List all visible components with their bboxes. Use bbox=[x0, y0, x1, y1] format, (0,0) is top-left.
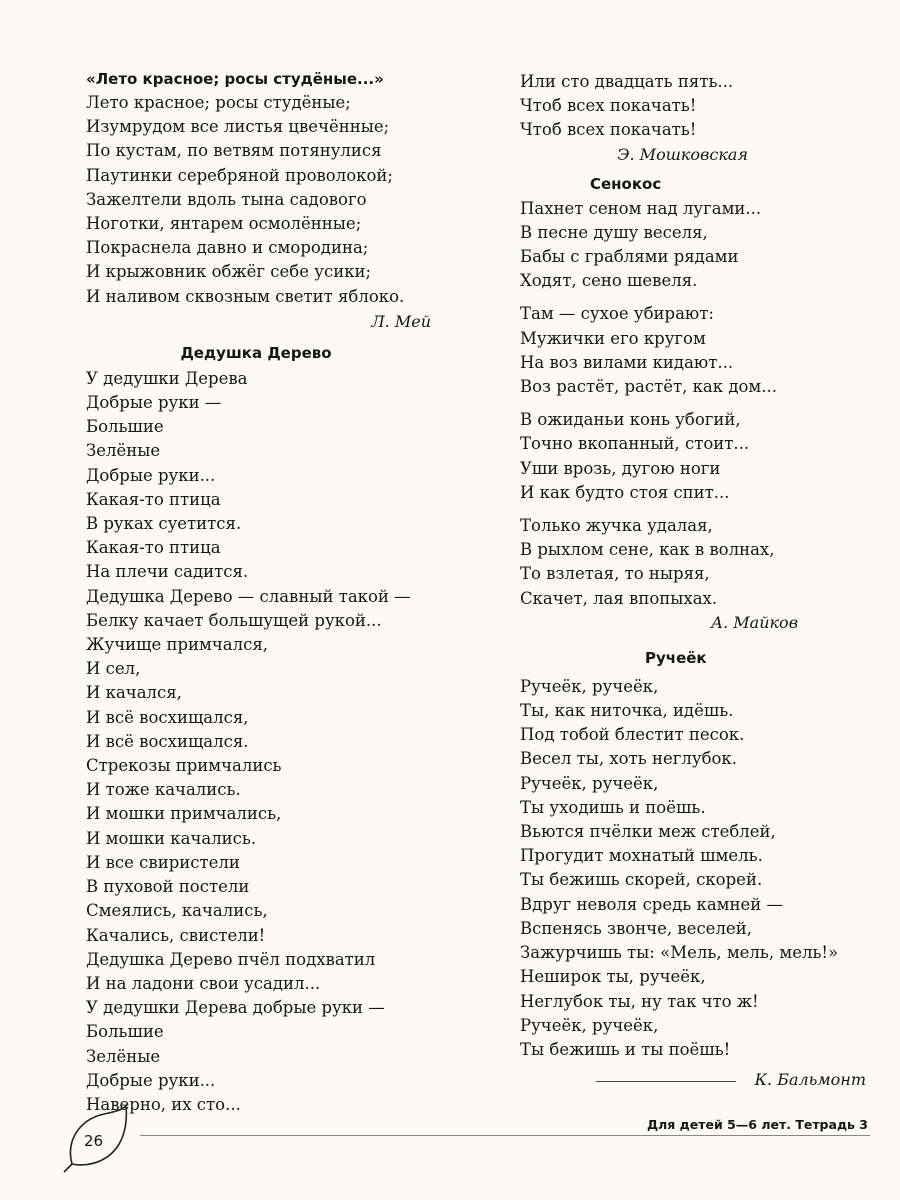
poem-line: Ты уходишь и поёшь. bbox=[520, 797, 706, 817]
poem-lines bbox=[86, 367, 466, 1117]
poem-title: Сенокос bbox=[590, 174, 662, 193]
poem-line: Воз растёт, растёт, как дом... bbox=[520, 377, 777, 397]
poem-line: Большие bbox=[86, 1022, 164, 1042]
poem-line: И на ладони свои усадил... bbox=[86, 973, 321, 993]
footer-text: Для детей 5—6 лет. Тетрадь 3 bbox=[647, 1117, 868, 1132]
poem-line: И качался, bbox=[86, 683, 182, 703]
poem-line: Белку качает большущей рукой... bbox=[86, 610, 382, 630]
poem-line: И мошки примчались, bbox=[86, 804, 282, 824]
stanza bbox=[520, 408, 880, 505]
poem-lines bbox=[86, 91, 466, 309]
poem-line: Вспенясь звонче, веселей, bbox=[520, 918, 752, 938]
poem-line: Под тобой блестит песок. bbox=[520, 725, 745, 745]
poem-line: И всё восхищался. bbox=[86, 731, 249, 751]
poem-author: А. Майков bbox=[710, 612, 798, 632]
poem-line: И как будто стоя спит... bbox=[520, 482, 730, 502]
poem-line: Зелёные bbox=[86, 1046, 161, 1066]
author-rule bbox=[596, 1081, 736, 1082]
poem-line: И крыжовник обжёг себе усики; bbox=[86, 262, 372, 282]
poem-line: Зелёные bbox=[86, 441, 161, 461]
poem-line: Добрые руки... bbox=[86, 1070, 216, 1090]
poem-line: У дедушки Дерева bbox=[86, 368, 248, 388]
poem-line: Ты бежишь и ты поёшь! bbox=[520, 1039, 731, 1059]
stanza bbox=[520, 514, 880, 611]
poem-line: Чтоб всех покачать! bbox=[520, 96, 697, 116]
poem-line: Стрекозы примчались bbox=[86, 756, 282, 776]
poem-line: У дедушки Дерева добрые руки — bbox=[86, 998, 385, 1018]
footer-rule bbox=[140, 1135, 870, 1136]
poem-line: По кустам, по ветвям потянулися bbox=[86, 141, 382, 161]
poem-line: Вдруг неволя средь камней — bbox=[520, 894, 784, 914]
poem-line: Уши врозь, дугою ноги bbox=[520, 458, 721, 478]
poem-line: Ручеёк, ручеёк, bbox=[520, 1015, 659, 1035]
poem-line: Зажурчишь ты: «Мель, мель, мель!» bbox=[520, 943, 839, 963]
poem-line: Только жучка удалая, bbox=[520, 516, 713, 536]
poem-title: Ручеёк bbox=[645, 648, 707, 667]
poem-line: Ты бежишь скорей, скорей. bbox=[520, 870, 763, 890]
poem-line: И всё восхищался, bbox=[86, 707, 249, 727]
poem-line: То взлетая, то ныряя, bbox=[520, 564, 710, 584]
poem-line: Большие bbox=[86, 417, 164, 437]
poem-line: Качались, свистели! bbox=[86, 925, 266, 945]
poem-line: Изумрудом все листья цвечённые; bbox=[86, 117, 390, 137]
poem-line: Там — сухое убирают: bbox=[520, 304, 714, 324]
poem-lines bbox=[520, 675, 880, 1062]
poem-line: Добрые руки... bbox=[86, 465, 216, 485]
poem-dedushka-derevo bbox=[86, 344, 466, 1117]
poem-line: Мужички его кругом bbox=[520, 328, 706, 348]
poem-line: На плечи садится. bbox=[86, 562, 249, 582]
poem-line: Ты, как ниточка, идёшь. bbox=[520, 701, 734, 721]
poem-rucheyok bbox=[520, 649, 880, 1092]
stanza bbox=[520, 302, 880, 399]
poem-dedushka-derevo-continued bbox=[520, 70, 880, 167]
poem-line: Ноготки, янтарем осмолённые; bbox=[86, 214, 362, 234]
poem-line: Неширок ты, ручеёк, bbox=[520, 967, 706, 987]
right-column bbox=[520, 70, 880, 1092]
poem-line: Добрые руки — bbox=[86, 393, 222, 413]
poem-line: В песне душу веселя, bbox=[520, 222, 708, 242]
poem-author: Л. Мей bbox=[371, 311, 431, 331]
poem-line: Жучище примчался, bbox=[86, 635, 269, 655]
poem-line: Точно вкопанный, стоит... bbox=[520, 434, 750, 454]
poem-line: И мошки качались. bbox=[86, 828, 257, 848]
poem-title: Дедушка Дерево bbox=[180, 343, 332, 362]
left-column bbox=[86, 70, 466, 1117]
poem-line: Неглубок ты, ну так что ж! bbox=[520, 991, 759, 1011]
poem-line: Зажелтели вдоль тына садового bbox=[86, 189, 367, 209]
poem-line: Наверно, их сто... bbox=[86, 1094, 241, 1114]
poem-line: Дедушка Дерево — славный такой — bbox=[86, 586, 411, 606]
poem-line: Смеялись, качались, bbox=[86, 901, 268, 921]
poem-line: Прогудит мохнатый шмель. bbox=[520, 846, 763, 866]
poem-title: «Лето красное; росы студёные...» bbox=[86, 70, 384, 88]
poem-line: Пахнет сеном над лугами... bbox=[520, 198, 762, 218]
poem-line: Чтоб всех покачать! bbox=[520, 120, 697, 140]
poem-line: Ходят, сено шевеля. bbox=[520, 271, 698, 291]
poem-leto-krasnoe bbox=[86, 70, 466, 334]
poem-line: Покраснела давно и смородина; bbox=[86, 238, 369, 258]
poem-line: Ручеёк, ручеёк, bbox=[520, 773, 659, 793]
poem-author: К. Бальмонт bbox=[754, 1070, 866, 1090]
poem-line: Весел ты, хоть неглубок. bbox=[520, 749, 737, 769]
poem-line: Паутинки серебряной проволокой; bbox=[86, 165, 393, 185]
poem-author: Э. Мошковская bbox=[617, 144, 748, 164]
poem-line: И наливом сквозным светит яблоко. bbox=[86, 286, 405, 306]
poem-line: В пуховой постели bbox=[86, 877, 250, 897]
poem-line: Или сто двадцать пять... bbox=[520, 72, 734, 91]
poem-stanzas bbox=[520, 197, 880, 611]
poem-line: Какая-то птица bbox=[86, 538, 221, 558]
poem-line: Скачет, лая впопыхах. bbox=[520, 588, 718, 608]
poem-line: Ручеёк, ручеёк, bbox=[520, 676, 659, 696]
poem-senokos bbox=[520, 175, 880, 635]
poem-line: Вьются пчёлки меж стеблей, bbox=[520, 822, 776, 842]
poem-line: И все свиристели bbox=[86, 852, 240, 872]
page-number: 26 bbox=[84, 1132, 104, 1150]
poem-line: И тоже качались. bbox=[86, 780, 241, 800]
stanza bbox=[520, 197, 880, 294]
poem-line: Дедушка Дерево пчёл подхватил bbox=[86, 949, 376, 969]
poem-line: В рыхлом сене, как в волнах, bbox=[520, 540, 775, 560]
poem-line: На воз вилами кидают... bbox=[520, 352, 734, 372]
poem-line: В руках суетится. bbox=[86, 514, 242, 534]
poem-lines bbox=[520, 70, 880, 143]
poem-line: В ожиданьи конь убогий, bbox=[520, 410, 741, 430]
poem-line: Лето красное; росы студёные; bbox=[86, 93, 351, 112]
poem-line: Какая-то птица bbox=[86, 489, 221, 509]
poem-line: И сел, bbox=[86, 659, 141, 679]
poem-line: Бабы с граблями рядами bbox=[520, 247, 739, 267]
